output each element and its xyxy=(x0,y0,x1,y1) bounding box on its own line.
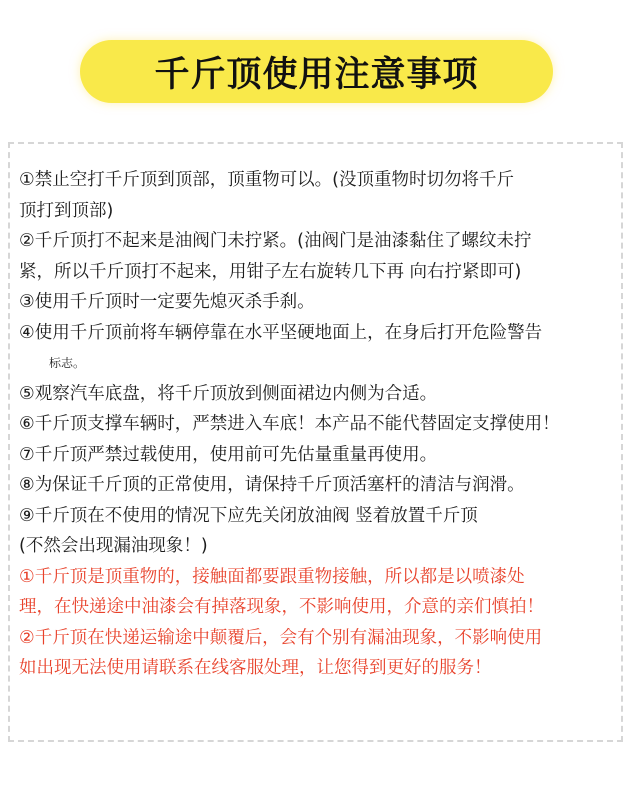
notice-line: ③使用千斤顶时一定要先熄灭杀手刹。 xyxy=(19,292,315,312)
notice-line: ④使用千斤顶前将车辆停靠在水平坚硬地面上，在身后打开危险警告 xyxy=(19,322,543,343)
notice-line: ①禁止空打千斤顶到顶部，顶重物可以。(没顶重物时切勿将千斤 xyxy=(19,170,515,190)
notice-line: ⑨千斤顶在不使用的情况下应先关闭放油阀 竖着放置千斤顶 xyxy=(19,505,478,526)
warning-line: ②千斤顶在快递运输途中颠覆后，会有个别有漏油现象，不影响使用 xyxy=(19,627,543,648)
notice-content xyxy=(19,165,619,684)
warning-line: 如出现无法使用请联系在线客服处理，让您得到更好的服务！ xyxy=(19,658,492,678)
title-banner xyxy=(80,40,553,103)
notice-line: ⑤观察汽车底盘，将千斤顶放到侧面裙边内侧为合适。 xyxy=(19,383,438,404)
page-title: 千斤顶使用注意事项 xyxy=(154,54,479,95)
notice-line: ⑧为保证千斤顶的正常使用，请保持千斤顶活塞杆的清洁与润滑。 xyxy=(19,475,525,495)
notice-line: 紧，所以千斤顶打不起来，用钳子左右旋转几下再 向右拧紧即可) xyxy=(19,261,522,282)
notice-line: 顶打到顶部) xyxy=(19,200,114,221)
notice-line: ⑥千斤顶支撑车辆时，严禁进入车底！本产品不能代替固定支撑使用！ xyxy=(19,414,560,434)
warning-line: 理，在快递途中油漆会有掉落现象，不影响使用，介意的亲们慎拍！ xyxy=(19,597,544,617)
notice-line: (不然会出现漏油现象！) xyxy=(19,536,208,556)
notice-line: 标志。 xyxy=(49,356,86,370)
notice-line: ⑦千斤顶严禁过载使用，使用前可先估量重量再使用。 xyxy=(19,444,438,465)
warning-line: ①千斤顶是顶重物的，接触面都要跟重物接触，所以都是以喷漆处 xyxy=(19,566,525,587)
notice-line: ②千斤顶打不起来是油阀门未拧紧。(油阀门是油漆黏住了螺纹未拧 xyxy=(19,231,532,251)
